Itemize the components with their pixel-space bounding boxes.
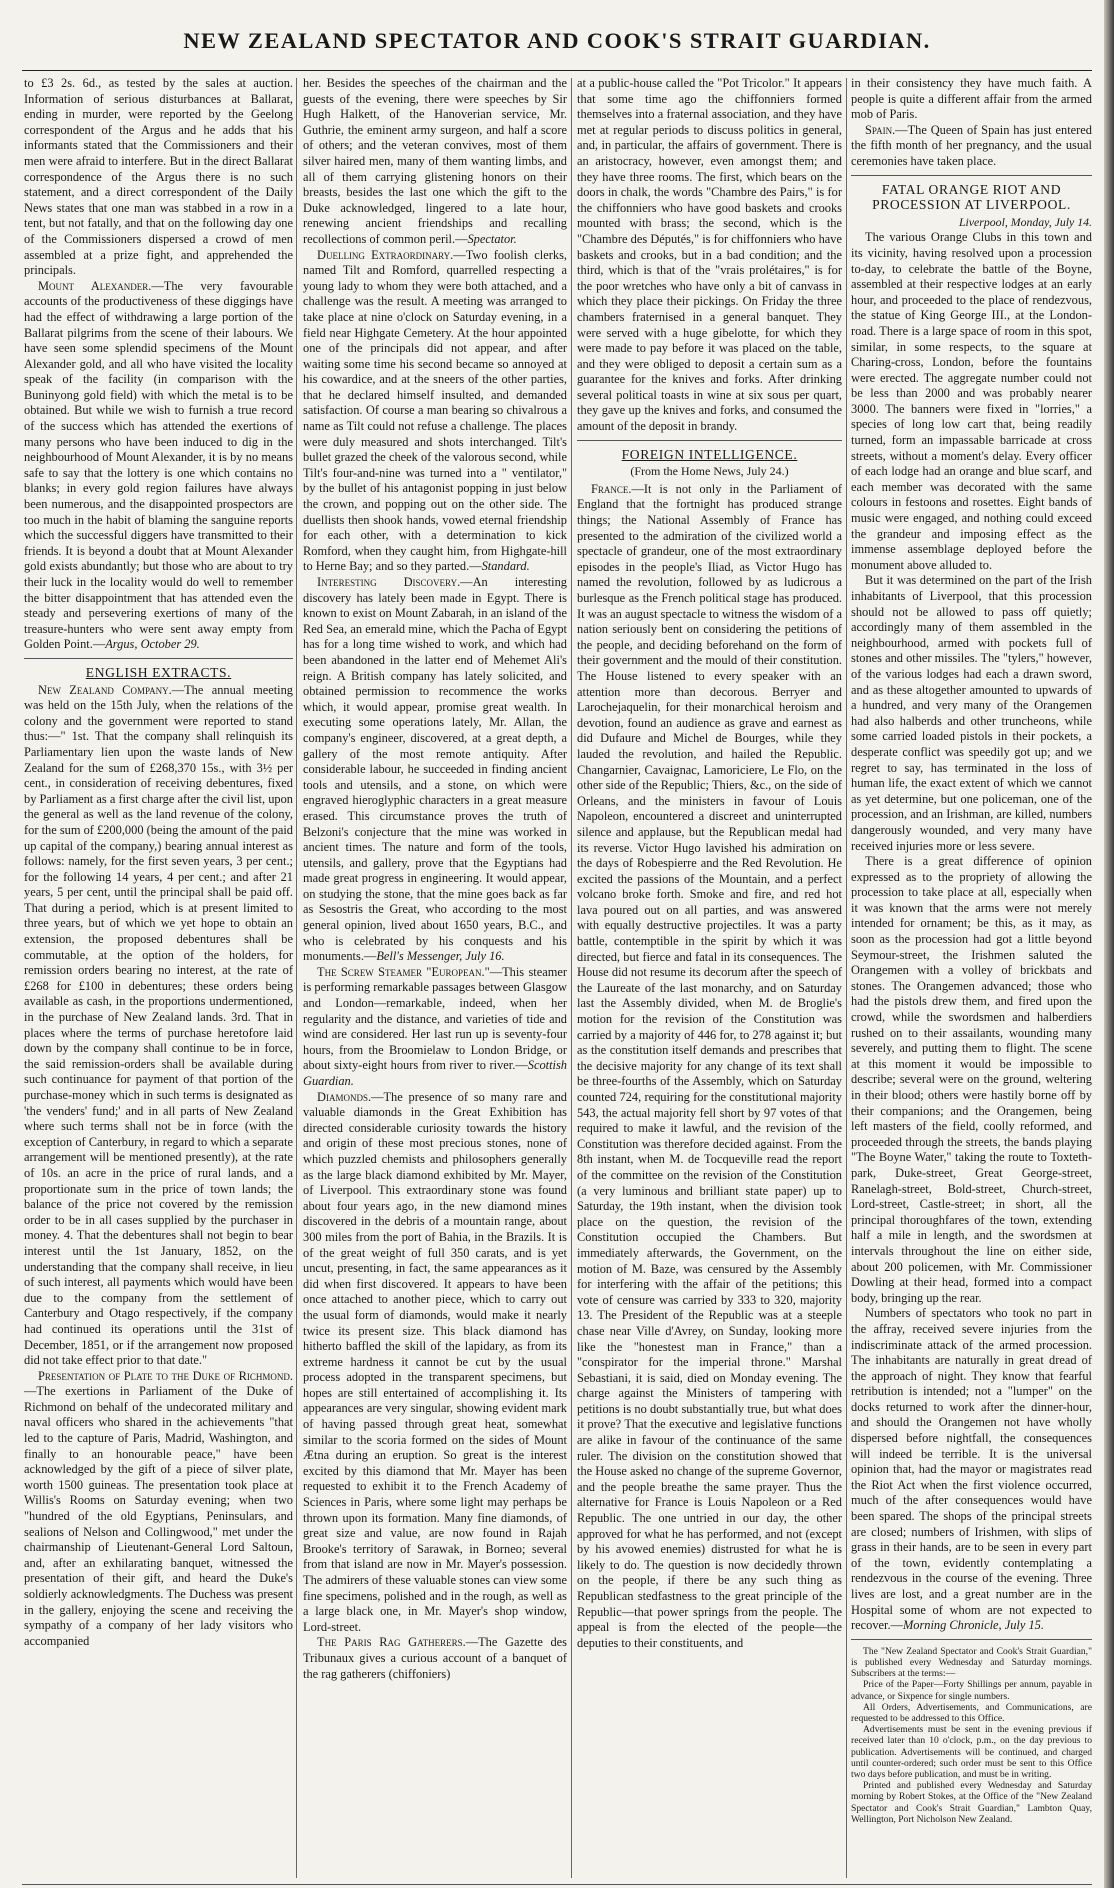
article-paragraph [303,1090,567,1636]
article-paragraph [303,965,567,1090]
article-lead: Interesting Discovery. [317,575,461,589]
article-text: —It is not only in the Parliament of England that the fortnight has produced strange things; the National Assembly of France has presented to the admiration of the civilized world a spectacle of grandeur, one of the most extraordinary episodes in the people's Iliad, as Victor Hugo has named the revolution, followed by as ludicrous a burlesque as the French political stage has produced. It was an august spectacle to witness the wisdom of a nation seriously bent on considering the petitions of the people, and deciding beforehand on the form of their government and the mould of their constitution. The House listened to every speaker with an attention more than decorous. Berryer and Larochejaquelin, for their monarchical heroism and devotion, found an audience as grave and earnest as did Dufaure and Michel de Bourges, while they lauded the revolution, and hailed the Republic. Changarnier, Cavaignac, Lamoriciere, Le Flo, on the other side of the Republic; Thiers, &c., on the side of Orleans, and the ministers in favour of Louis Napoleon, encountered a discreet and uninterrupted silence and applause, but the Republican medal had its reverse. Victor Hugo lavished his admiration on the days of Robespierre and the Red Revolution. He excited the passions of the Mountain, and a perfect volcano broke forth. Smoke and fire, and red hot lava poured out on all parties, and was answered with equally destructive projectiles. It was a party battle, contemptible in the spirit by which it was directed, but fierce and fatal in its consequences. The House did not resume its decorum after the speech of the Laureate of the last monarchy, and on Saturday last the Assembly divided, when M. de Broglie's motion for the revision of the Constitution was carried by a majority of 446 for, to 278 against it; but as the constitution itself demands and prescribes that the decisive majority for any change of its text shall be three-fourths of the Assembly, which on Saturday counted 724, requiring for the constitutional majority 543, the actual majority fell short by 97 votes of that required to make it lawful, and the revision of the Constitution was therefore decided against. From the 8th instant, when M. de Tocqueville read the report of the committee on the revision of the Constitution (a very luminous and brilliant state paper) up to Saturday, the 19th instant, when the division took place on the question, the revision of the Constitution occupied the Chambers. But immediately afterwards, the Government, on the motion of M. Baze, was censured by the Assembly for interfering with the affair of the petitions; this vote of censure was carried by 333 to 320, majority 13. The President of the Republic was at a steeple chase near Ville d'Avrey, on Sunday, looking more like the "honestest man in France," than a "conspirator for the imperial throne." Marshal Sebastiani, it is said, died on Monday evening. The charge against the Ministers of tampering with petitions is no doubt substantially true, but what does it prove? That the executive and legislative functions are alike in favour of the continuance of the same ruler. The division on the constitution showed that the House asked no change of the supreme Governor, and the people breathe the same prayer. Thus the alternative for France is Louis Napoleon or a Red Republic. The one untried in our day, the other approved for what he has performed, and not (except by his avowed enemies) distrusted for what he is likely to do. The question is now decidedly thrown on the people, if there be any such thing as Republican stedfastness to the great principle of the Republic—that power springs from the people. The appeal is from the elected of the people—the deputies to their constituents, and [577,481,842,1650]
article-source: Bell's Messenger, July 16. [376,949,505,964]
publication-notice: Price of the Paper—Forty Shillings per annum, payable in advance, or Sixpence for single numbers. [851,1679,1092,1702]
article-source: Spectator. [467,231,517,246]
column-4 [851,76,1092,1880]
article-lead: The Paris Rag Gatherers. [317,1635,466,1650]
section-heading: FOREIGN INTELLIGENCE. [621,446,798,462]
article-lead: Diamonds. [317,1089,372,1104]
article-lead: Mount Alexander. [38,278,152,293]
article-paragraph [24,279,293,653]
bottom-rule [22,1884,1092,1885]
article-lead: The Screw Steamer "European." [317,964,490,979]
article-paragraph [24,683,293,1369]
article-lead: Spain. [865,122,896,137]
article-paragraph [303,76,567,248]
article-text: —Two foolish clerks, named Tilt and Romford, quarrelled respecting a young lady to whom they were both attached, and a challenge was the result. A meeting was arranged to take place at nine o'clock on Saturday evening, in a field near Highgate Cemetery. At the hour appointed one of the principals did not appear, and after waiting some time his second became so annoyed at his cowardice, and at the sneers of the other parties, that he declared himself insulted, and demanded satisfaction. Of course a man bearing so chivalrous a name as Tilt could not refuse a challenge. The places were duly measured and shots interchanged. Tilt's bullet grazed the cheek of the valorous second, while Tilt's four-and-nine was turned into a " ventilator," by the bullet of his antagonist popping in just below the crown, and popping out on the other side. The duellists then shook hands, vowed eternal friendship for each other, with a determination to kick Romford, when they caught him, from Highgate-hill to Herne Bay; and so they parted.— [303,247,567,574]
article-text: Numbers of spectators who took no part in the affray, received severe injuries from the indiscriminate attack of the armed procession. The inhabitants are naturally in great dread of the approach of night. They know that fearful retribution is intended; not a "lumper" on the docks returned to work after the dinner-hour, and should the Orangemen not have wholly dispersed before nightfall, the consequences will indeed be terrible. It is the universal opinion that, had the mayor or magistrates read the Riot Act when the first violence occurred, much of the after consequences would have been spared. The shops of the principal streets are closed; numbers of Irishmen, with slips of grass in their hands, are to be seen in every part of the town, evidently contemplating a rendezvous in the course of the evening. Three lives are lost, and a great number are in the Hospital some of whom are not expected to recover.— [851,1306,1092,1633]
article-lead: France. [591,481,632,496]
article-text: —The very favourable accounts of the productiveness of these diggings have had the effect of withdrawing a large portion of the Ballarat pilgrims from the scene of their labours. We have seen some splendid specimens of the Mount Alexander gold, and all who have visited the locality speak of the facility (in comparison with the Buninyong gold field) with which the metal is to be obtained. But while we wish to furnish a true record of the success which has attended the exertions of many persons who have been induced to dig in the neighbourhood of Mount Alexander, it is by no means safe to say that the lottery is one which contains no blanks; in every gold region failures have always been numerous, and the disappointed prospectors are too much in the habit of blaming the sanguine reports which the successful diggers have transmitted to their friends. It is beyond a doubt that at Mount Alexander gold exists abundantly; but those who are about to try their luck in the locality would do well to remember the bitter disappointment that has attended even the steady and persevering exertions of many of the treasure-hunters who were sent away empty from Golden Point.— [24,278,293,652]
page-spine-shadow [1104,0,1114,1888]
article-paragraph [303,1635,567,1682]
section-divider [577,440,842,441]
article-paragraph: The various Orange Clubs in this town and its vicinity, having resolved upon a procession to-day, to celebrate the battle of the Boyne, assembled at their respective lodges at an early hour, and proceeded to the place of rendezvous, the statue of King George III., at the London-road. There is a large space of room in this spot, similar, in some respects, to the square at Charing-cross, London, before the fountains were erected. The aggregate number could not be less than 2000 and was probably nearer 3000. The banners were fixed in "lorries," a species of long low cart that, being readily turned, form an impassable barricade at cross streets, without a moment's delay. Every officer of each lodge had an orange and blue scarf, and each member was decorated with the same colours in festoons and rosettes. Eight bands of music were engaged, and nothing could exceed the grandeur and imposing effect as the immense assemblage deployed before the monument above alluded to. [851,230,1092,572]
publication-notice: Advertisements must be sent in the evening previous if received later than 10 o'clock, p.m., on the day previous to publication. Advertisements will be continued, and charged until counter-ordered; such order must be sent to this Office two days before publication, and must be in writing. [851,1724,1092,1781]
column-divider [571,78,572,1878]
article-lead: Duelling Extraordinary. [317,247,454,262]
article-text: —An interesting discovery has lately been made in Egypt. There is known to exist on Mount Zabarah, in an island of the Red Sea, an emerald mine, which the Pacha of Egypt has for a long time wished to work, and which had been abandoned in the latter end of Mehemet Ali's reign. A British company has lately solicited, and obtained permission to recommence the works which, it would appear, promise great wealth. In executing some operations lately, Mr. Allan, the company's engineer, discovered, at a great depth, a gallery of the most remote antiquity. After considerable labour, he succeeded in finding ancient tools and utensils, and a stone, on which were engraved hieroglyphic characters in a great measure erased. This circumstance proves the truth of Belzoni's conjecture that the mine was worked in ancient times. The nature and form of the tools, utensils, and gallery, prove that the Egyptians had made great progress in engineering. It would appear, on studying the stone, that the mine goes back as far as Sesostris the Great, who according to the most general opinion, lived about 1650 years, B.C., and who is celebrated by his conquests and his monuments.— [303,575,567,964]
newspaper-masthead: NEW ZEALAND SPECTATOR AND COOK'S STRAIT GUARDIAN. [183,28,931,53]
article-lead: Presentation of Plate to the Duke of Richmond. [38,1368,293,1383]
article-paragraph: to £3 2s. 6d., as tested by the sales at auction. Information of serious disturbances at Ballarat, ending in murder, were reported by the Geelong correspondent of the Argus and he adds that his informants stated that the Commissioners and their men were afraid to interfere. But in the direct Ballarat correspondence of the Argus there is no such statement, and a direct correspondent of the Daily News states that one man was stabbed in a row in a tent, but not fatally, and that on the following day one of the Commissioners dispersed a crowd of men assembled at a prize fight, and apprehended the principals. [24,76,293,278]
article-lead: New Zealand Company. [38,682,172,697]
masthead-rule [22,70,1092,71]
article-source: Scottish Guardian. [303,1058,567,1088]
column-1 [24,76,293,1880]
article-paragraph: in their consistency they have much faith. A people is quite a different affair from the armed mob of Paris. [851,76,1092,122]
article-paragraph [577,482,842,1652]
imprint-notice: Printed and published every Wednesday and Saturday morning by Robert Stokes, at the Office of the "New Zealand Spectator and Cook's Strait Guardian," Lambton Quay, Wellington, Port Nicholson New Zealand. [851,1780,1092,1825]
article-source: Morning Chronicle, July 15. [902,1618,1044,1633]
article-paragraph [851,123,1092,170]
article-paragraph [24,1369,293,1650]
publication-notice: The "New Zealand Spectator and Cook's Strait Guardian," is published every Wednesday and Saturday mornings. Subscribers at the terms:— [851,1645,1092,1680]
article-text: —This steamer is performing remarkable passages between Glasgow and London—remarkable, indeed, when her regularity and the distance, and varieties of tide and wind are considered. Her last run up is seventy-four hours, from the Broomielaw to London Bridge, or about sixty-eight hours from river to river.— [303,964,567,1073]
article-paragraph: But it was determined on the part of the Irish inhabitants of Liverpool, that this procession should not be allowed to pass off quietly; accordingly many of them assembled in the neighbourhood, armed with pockets full of stones and other missiles. The "tylers," however, of the various lodges had each a drawn sword, and as these altogether amounted to upwards of a hundred, and very many of the Orangemen had also halberds and other truncheons, while some carried loaded pistols in their pockets, a desperate conflict was speedily got up; and we regret to say, has terminated in the loss of human life, the exact extent of which we cannot as yet determine, but one policeman, one of the procession, and an Irishman, are killed, numbers dangerously wounded, and very many have received injuries more or less severe. [851,573,1092,853]
article-source: Argus, October 29. [105,637,200,652]
column-divider [296,78,297,1878]
article-text: her. Besides the speeches of the chairman and the guests of the evening, there were speeches by Sir Hugh Halkett, of the Hanoverian service, Mr. Guthrie, the eminent army surgeon, and half a score of others; and the veteran convives, most of them silver haired men, many of them wanting limbs, and all of them carrying glistening honors on their breasts, besides the last one which the gift to the Duke acknowledged, lingered to a late hour, renewing ancient friendships and recalling recollections of common peril.— [303,76,567,246]
article-text: —The Queen of Spain has just entered the fifth month of her pregnancy, and the usual ceremonies have taken place. [851,122,1092,168]
column-2 [303,76,567,1880]
section-divider [24,658,293,659]
section-heading: ENGLISH EXTRACTS. [85,664,232,680]
article-paragraph [303,248,567,575]
article-text: —The presence of so many rare and valuable diamonds in the Great Exhibition has directed considerable curiosity towards the history and origin of these most precious stones, none of which puzzled chemists and philosophers generally as the large black diamond exhibited by Mr. Mayer, of Liverpool. This extraordinary stone was found about four years ago, in the new diamond mines discovered in the debris of a mountain range, about 300 miles from the port of Bahia, in the Brazils. It is of the great weight of full 350 carats, and is yet uncut, presenting, in fact, the same appearances as it did when first discovered. It appears to have been once attached to another piece, which to carry out the usual form of diamonds, would make it nearly twice its present size. This black diamond has hitherto baffled the skill of the lapidary, as from its extreme hardness it cannot be cut by the usual process adopted in the transparent specimens, but hopes are still entertained of accomplishing it. Its appearances are very singular, showing evident mark of having passed through great heat, somewhat similar to the scoria formed on the sides of Mount Ætna during an eruption. So great is the interest excited by this diamond that Mr. Mayer has been requested to exhibit it to the French Academy of Sciences in Paris, where some light may perhaps be thrown upon its formation. Many fine diamonds, of great size and value, are now found in Rajah Brooke's territory of Sarawak, in Borneo; several from that island are now in Mr. Mayer's possession. The admirers of these valuable stones can view some fine specimens, polished and in the rough, as well as a large black one, in Mr. Mayer's shop window, Lord-street. [303,1089,567,1634]
column-3 [577,76,842,1880]
article-text: —The exertions in Parliament of the Duke of Richmond on behalf of the undecorated military and naval officers who shared in the achievements "that led to the capture of Paris, Madrid, Washington, and finally to an honourable peace," have been acknowledged by the gift of a piece of silver plate, worth 1500 guineas. The presentation took place at Willis's Rooms on Saturday evening; when two "hundred of the old Egyptians, Peninsulars, and sealions of Nelson and Collingwood," met under the chairmanship of Lieutenant-General Lord Saltoun, and, after an exhilarating banquet, witnessed the presentation of their gift, and heard the Duke's soldierly acknowledgments. The Duchess was present in the gallery, enjoying the scene and receiving the sympathy of a company of her lady visitors who accompanied [24,1384,293,1648]
publication-notice: All Orders, Advertisements, and Communications, are requested to be addressed to this Office. [851,1701,1092,1724]
section-divider [851,1639,1092,1640]
dateline: Liverpool, Monday, July 14. [958,214,1092,229]
article-paragraph: There is a great difference of opinion expressed as to the propriety of allowing the procession to take place at all, especially when it was known that the arms were not merely intended for ornament; be this, as it may, as soon as the procession had got a little beyond Seymour-street, the Irishmen saluted the Orangemen with a volley of brickbats and stones. The Orangemen advanced; those who had the pistols drew them, and fired upon the crowd, while the swordsmen and halberdiers rushed on to their assailants, wounding many severely, and putting them to flight. The scene at this moment it would be impossible to describe; several were on the ground, weltering in their blood; others were hastily borne off by their companions; and the Orangemen, being left masters of the field, coolly reformed, and proceeded through the streets, the bands playing "The Boyne Water," taking the route to Toxteth-park, Duke-street, Great George-street, Ranelagh-street, Bold-street, Church-street, Lord-street, Castle-street; in short, all the principal thoroughfares of the town, extending half a mile in length, and the swordsmen at intervals throughout the line on either side, about 200 policemen, with Mr. Commissioner Dowling at their head, formed into a compact body, bringing up the rear. [851,854,1092,1305]
section-heading: FATAL ORANGE RIOT AND PROCESSION AT LIVERPOOL. [872,181,1071,213]
section-divider [851,175,1092,176]
column-divider [846,78,847,1878]
article-source: Standard. [481,559,530,574]
article-paragraph [851,1306,1092,1633]
article-text: —The Gazette des Tribunaux gives a curious account of a banquet of the rag gatherers (chiffoniers) [303,1635,567,1681]
article-paragraph [303,575,567,965]
article-text: —The annual meeting was held on the 15th July, when the relations of the colony and the government were reported to stand thus:—" 1st. That the company shall relinquish its Parliamentary lien upon the waste lands of New Zealand for the sum of £268,370 15s., with 3½ per cent., in consideration of receiving debentures, fixed by Parliament as a first charge after the civil list, upon the general as well as the land revenue of the colony, for the sum of £200,000 (being the amount of the paid up capital of the company,) bearing annual interest as follows: namely, for the first seven years, 3 per cent.; for the following 14 years, 4 per cent.; and after 21 years, 5 per cent, until the principal shall be paid off. That during a period, which is at present limited to three years, but of which we yet hope to obtain an extension, the proposed debentures shall be commutable, at the option of the holders, for remission orders bearing no interest, at the rate of £268 for £100 in debentures; these orders being available as cash, in the proportions undermentioned, in the purchase of New Zealand lands. 3rd. That in places where the terms of purchase heretofore laid down by the company shall continue to be in force, the said remission-orders shall be available during such continuance for payment of that portion of the purchase-money which in such terms is designated as 'the venders' fund;' and in all parts of New Zealand where such terms shall not be in force (with the exception of Canterbury, in regard to which a separate arrangement will be mentioned presently), at the rate of 10s. an acre in the price of rural lands, and a proportionate sum in the price of town lands; the balance of the price not covered by the remission order to be in all cases supplied by the purchaser in money. 4. That the debentures shall not begin to bear interest until the 1st January, 1852, on the understanding that the company shall receive, in lieu of such interest, all payments which would have been due to the company from the settlement of Canterbury and Otago respectively, if the company had continued its operations until the 31st of December, 1851, or if the arrangement now proposed did not take effect prior to that date." [24,682,293,1368]
section-subheading: (From the Home News, July 24.) [630,464,789,479]
article-paragraph: at a public-house called the "Pot Tricolor." It appears that some time ago the chiffonniers formed themselves into a fraternal association, and they have met at regular periods to discuss politics in general, and, in particular, the affairs of government. There is an aristocracy, however, even amongst them; and they have three rooms. The first, which bears on the doors in chalk, the words "Chambre des Pairs," is for the chiffonniers who have good baskets and crooks mounted with brass; the second, which is the "Chambre des Députés," is for chiffonniers who have baskets and crooks, but in a bad condition; and the third, which is that of the "vrais prolétaires," is for the poor wretches who have only a bit of canvass in which they place their pickings. On Friday the three chambers fraternised in a general banquet. They were served with a huge gibelotte, for which they were made to pay before it was placed on the table, and they were obliged to deposit a certain sum as a guarantee for the knives and forks. After drinking several political toasts in wine at six sous per quart, they gave up the knives and forks, and consumed the amount of the deposit in brandy. [577,76,842,434]
